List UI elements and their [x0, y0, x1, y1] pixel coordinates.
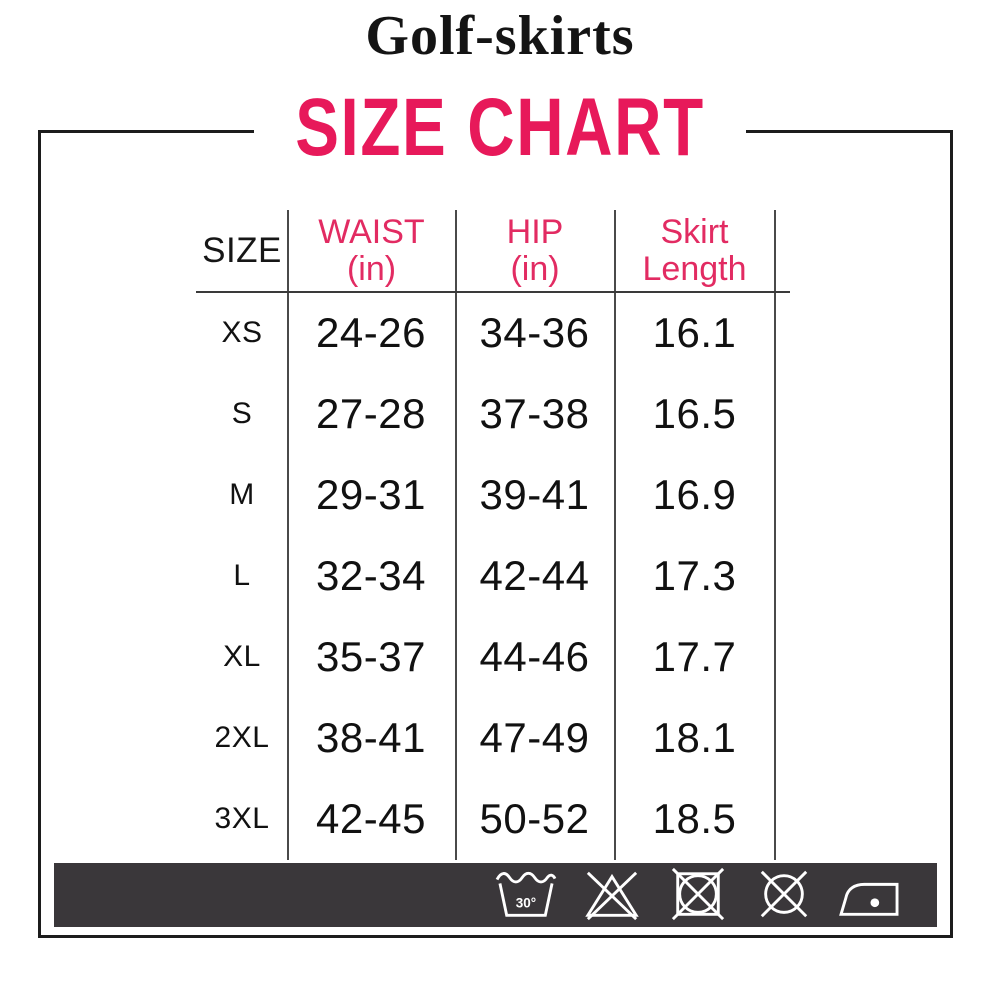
care-instructions-bar [54, 863, 937, 927]
size-label: XS [221, 316, 263, 350]
hip-value: 34-36 [479, 309, 590, 357]
size-label: 3XL [214, 801, 270, 835]
column-header-size [197, 210, 287, 292]
waist-value: 38-41 [316, 713, 426, 761]
size-table-body [197, 293, 775, 859]
length-value: 16.9 [652, 471, 737, 519]
column-header-label: HIP [506, 213, 564, 251]
column-header-skirt-length [615, 210, 774, 292]
length-value: 18.1 [652, 713, 737, 761]
column-header-sublabel: (in) [510, 250, 560, 288]
machine-wash-30-icon [495, 867, 557, 923]
length-value: 18.5 [652, 794, 737, 842]
size-label: L [233, 558, 251, 592]
length-value: 17.7 [652, 632, 737, 680]
column-header-waist [288, 210, 455, 292]
table-row [197, 455, 775, 536]
hip-value: 44-46 [479, 632, 590, 680]
table-row [197, 374, 775, 455]
size-label: 2XL [214, 720, 270, 754]
hip-value: 37-38 [479, 390, 590, 438]
size-label: XL [223, 639, 261, 673]
length-value: 16.5 [652, 390, 737, 438]
page-title: SIZE CHART [295, 82, 705, 173]
hip-value: 42-44 [479, 551, 590, 599]
waist-value: 24-26 [316, 309, 426, 357]
length-value: 17.3 [652, 551, 737, 599]
size-label: M [229, 478, 255, 512]
table-row [197, 616, 775, 697]
waist-value: 27-28 [316, 390, 426, 438]
column-header-label: Skirt [660, 213, 729, 251]
column-header-label: WAIST [318, 213, 425, 251]
column-header-sublabel: (in) [346, 250, 397, 288]
table-row [197, 697, 775, 778]
hip-value: 47-49 [479, 713, 590, 761]
waist-value: 29-31 [316, 471, 426, 519]
table-row [197, 536, 775, 617]
brand-title: Golf-skirts [365, 5, 635, 67]
do-not-bleach-icon [581, 867, 643, 923]
iron-icon [839, 867, 901, 923]
waist-value: 42-45 [316, 794, 426, 842]
wash-temperature-label: 30° [515, 895, 537, 911]
waist-value: 32-34 [316, 551, 426, 599]
column-header-label: SIZE [202, 231, 282, 270]
column-header-sublabel: Length [642, 250, 747, 288]
table-row [197, 293, 775, 374]
size-label: S [231, 397, 253, 431]
waist-value: 35-37 [316, 632, 426, 680]
hip-value: 39-41 [479, 471, 590, 519]
table-row [197, 778, 775, 859]
hip-value: 50-52 [479, 794, 590, 842]
length-value: 16.1 [652, 309, 737, 357]
column-header-hip [456, 210, 614, 292]
do-not-dry-clean-icon [753, 867, 815, 923]
do-not-tumble-dry-icon [667, 867, 729, 923]
